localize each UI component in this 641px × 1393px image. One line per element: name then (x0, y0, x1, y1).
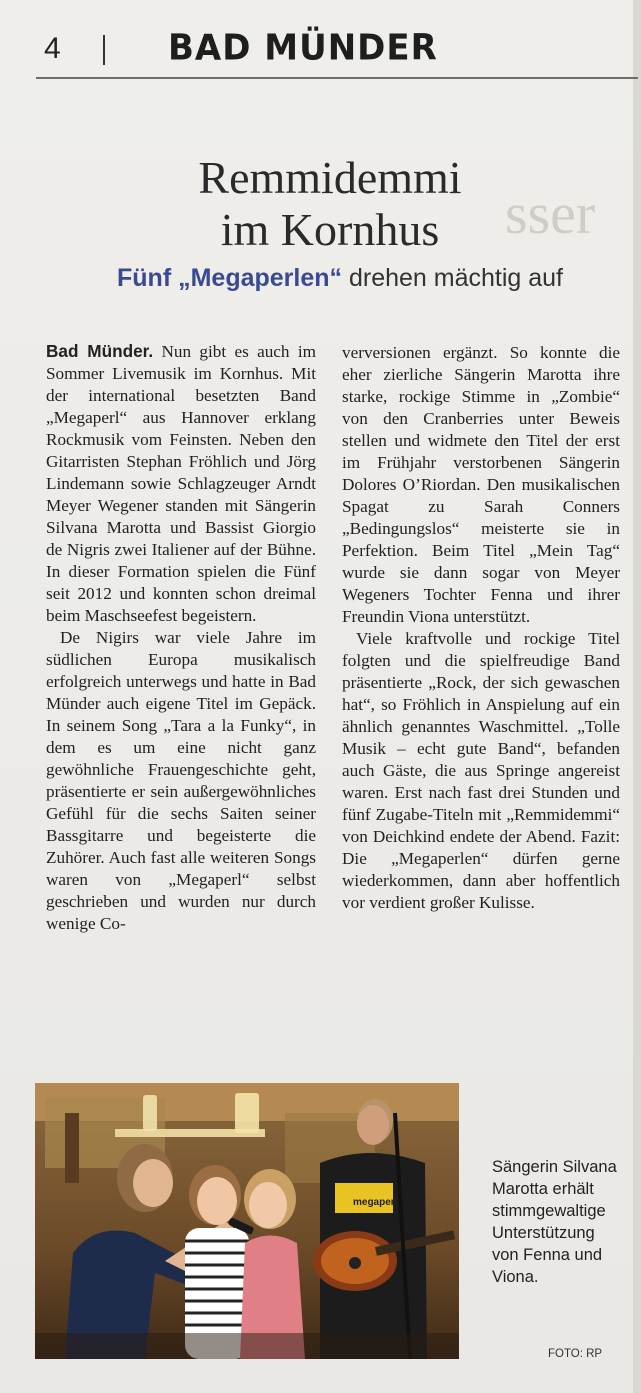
dateline: Bad Münder. (46, 341, 154, 361)
section-title: BAD MÜNDER (168, 27, 438, 69)
page-edge (633, 0, 641, 1393)
shirt-logo: megaperl (353, 1197, 398, 1208)
header-rule (36, 77, 638, 79)
paragraph-4: Viele kraftvolle und rockige Titel folgten und die spielfreudige Band präsentierte „Rock, der sich gewaschen hat“, so Fröhlich in Anspielung auf ein ähnlich genanntes Waschmittel. „Tolle Musik – echt gute Band“, befanden auch Gäste, die aus Springe angereist waren. Erst nach fast drei Stunden und fünf Zugabe-Titeln mit „Remmidemmi“ von Deichkind endete der Abend. Fazit: Die „Megaperlen“ dürfen gerne wiederkommen, dann aber hoffentlich vor verdient großer Kulisse. (342, 629, 620, 912)
headline-line-1: Remmidemmi (198, 152, 462, 203)
paragraph-3: verversionen ergänzt. So konnte die eher zierliche Sängerin Marotta ihre starke, rockige Stimme in „Zombie“ von den Cranberries unter Beweis stellen und widmete den Titel der erst im Frühjahr verstorbenen Sängerin Dolores O’Riordan. Den musikalischen Spagat zu Sarah Conners „Bedingungslos“ meisterte sie in Perfektion. Beim Titel „Mein Tag“ wurde sie dann sogar von Meyer Wegeners Tochter Fenna und ihrer Freundin Viona unterstützt. (342, 343, 620, 626)
page-number: 4 (44, 32, 61, 65)
concert-photo (35, 1083, 459, 1359)
header-separator (103, 35, 105, 65)
article-column-1 (46, 340, 316, 935)
headline (100, 152, 560, 256)
photo-illustration (35, 1083, 459, 1359)
article-column-2 (342, 342, 620, 914)
photo-credit: FOTO: RP (548, 1348, 603, 1360)
paragraph-2: De Nigirs war viele Jahre im südlichen Europa musikalisch erfolgreich unterwegs und hatte in Bad Münder auch eigene Titel im Gepäck. In seinem Song „Tara a la Funky“, in dem es um eine nicht ganz gewöhnliche Frauengeschichte geht, präsentierte er sein außergewöhnliches Gefühl für die sechs Saiten seiner Bassgitarre und begeisterte die Zuhörer. Auch fast alle weiteren Songs waren von „Megaperl“ selbst geschrieben und wurden nur durch wenige Co- (46, 628, 316, 933)
paragraph-1 (46, 340, 316, 627)
subhead-accent: Fünf „Megaperlen“ (117, 264, 343, 292)
subheadline (60, 264, 620, 293)
headline-line-2: im Kornhus (220, 204, 440, 255)
paragraph-1-text: Nun gibt es auch im Sommer Livemusik im Kornhus. Mit der international besetzten Band „Megaperl“ aus Hannover erklang Rockmusik vom Feinsten. Neben den Gitarristen Stephan Fröhlich und Jörg Lindemann sowie Schlagzeuger Arndt Meyer Wegener standen mit Sängerin Silvana Marotta und Bassist Giorgio de Nigris zwei Italiener auf der Bühne. In dieser Formation spielen die Fünf seit 2012 und konnten schon dreimal beim Maschseefest begeistern. (46, 342, 316, 625)
bleed-through: sser (505, 181, 596, 246)
photo-caption: Sängerin Silvana Marotta erhält stimmgewaltige Unterstützung von Fenna und Viona. (492, 1158, 617, 1286)
subhead-rest: drehen mächtig auf (342, 264, 563, 292)
